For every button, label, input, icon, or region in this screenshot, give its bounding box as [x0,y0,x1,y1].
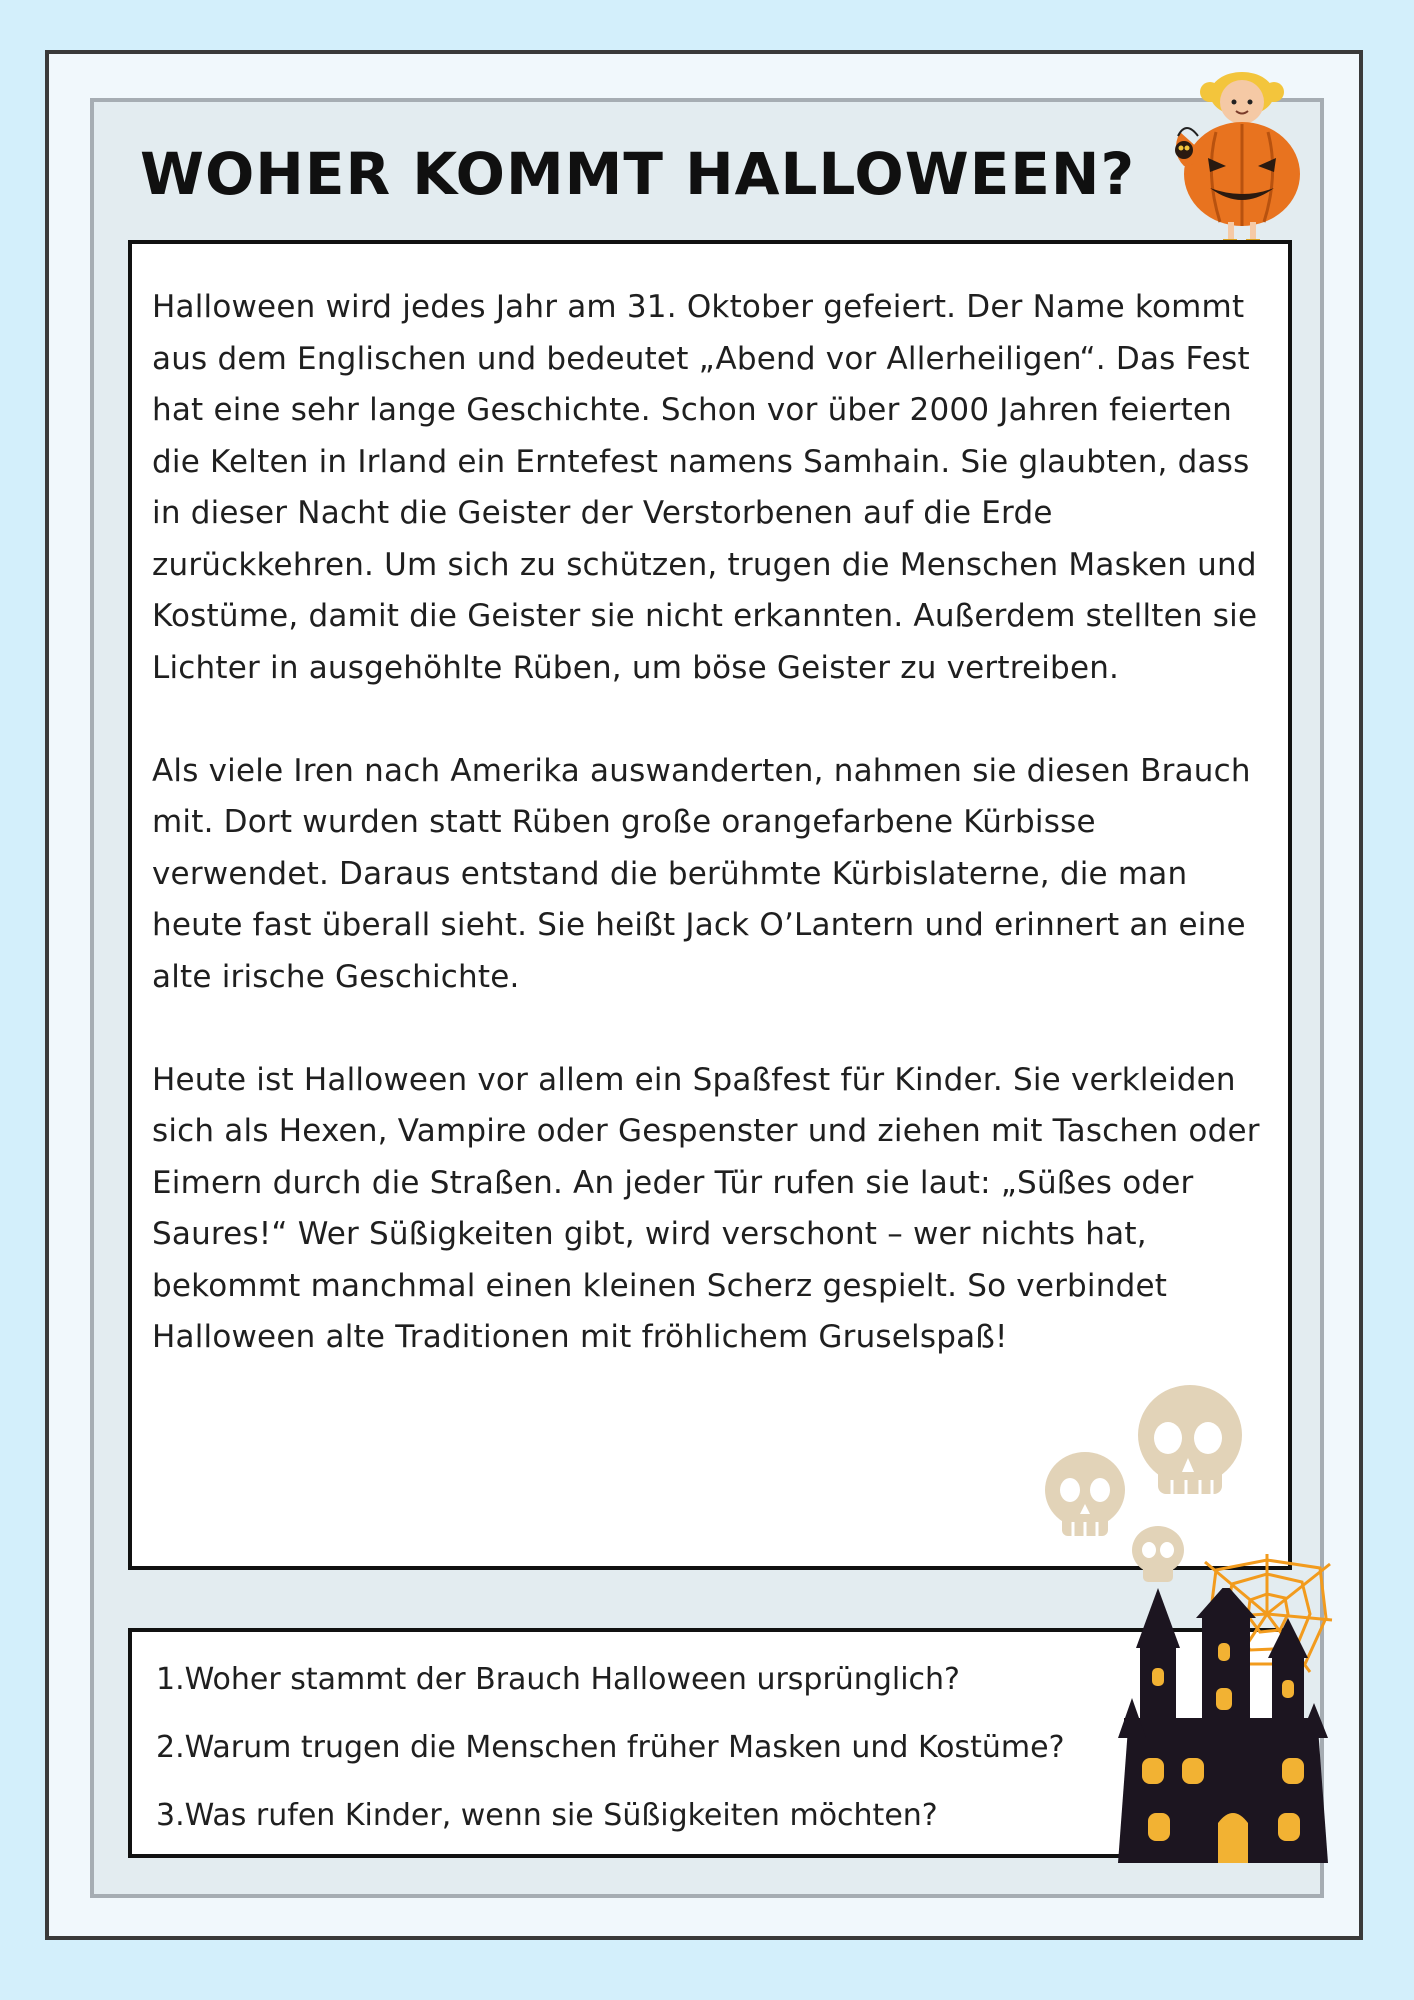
page-title: WOHER KOMMT HALLOWEEN? [140,140,1136,208]
paragraph-today: Heute ist Halloween vor allem ein Spaßfest für Kinder. Sie verkleiden sich als Hexen, Vampire oder Gespenster und ziehen mit Taschen oder Eimern durch die Straßen. An jeder Tür rufen sie laut: „Süßes oder Saures!“ Wer Süßigkeiten gibt, wird verschont – wer nichts hat, bekommt manchmal einen kleinen Scherz gespielt. So verbindet Halloween alte Traditionen mit fröhlichem Gruselspaß! [152,1061,1260,1355]
haunted-castle-icon [1118,1588,1328,1863]
reading-text-box [128,240,1292,1570]
paragraph-origin: Halloween wird jedes Jahr am 31. Oktober gefeiert. Der Name kommt aus dem Englischen und bedeutet „Abend vor Allerheiligen“. Das Fest hat eine sehr lange Geschichte. Schon vor über 2000 Jahren feierten die Kelten in Irland ein Erntefest namens Samhain. Sie glaubten, dass in dieser Nacht die Geister der Verstorbenen auf die Erde zurückkehren. Um sich zu schützen, trugen die Menschen Masken und Kostüme, damit die Geister sie nicht erkannten. Außerdem stellten sie Lichter in ausgehöhlte Rüben, um böse Geister zu vertreiben. [152,289,1258,686]
question-3: 3.Was rufen Kinder, wenn sie Süßigkeiten möchten? [156,1798,938,1833]
paragraph-america: Als viele Iren nach Amerika auswanderten, nahmen sie diesen Brauch mit. Dort wurden statt Rüben große orangefarbene Kürbisse verwendet. Daraus entstand die berühmte Kürbislaterne, die man heute fast überall sieht. Sie heißt Jack O’Lantern und erinnert an eine alte irische Geschichte. [152,752,1251,995]
question-2: 2.Warum trugen die Menschen früher Masken und Kostüme? [156,1730,1065,1765]
question-1: 1.Woher stammt der Brauch Halloween ursprünglich? [156,1662,960,1697]
pumpkin-costume-child-icon [1150,62,1330,247]
